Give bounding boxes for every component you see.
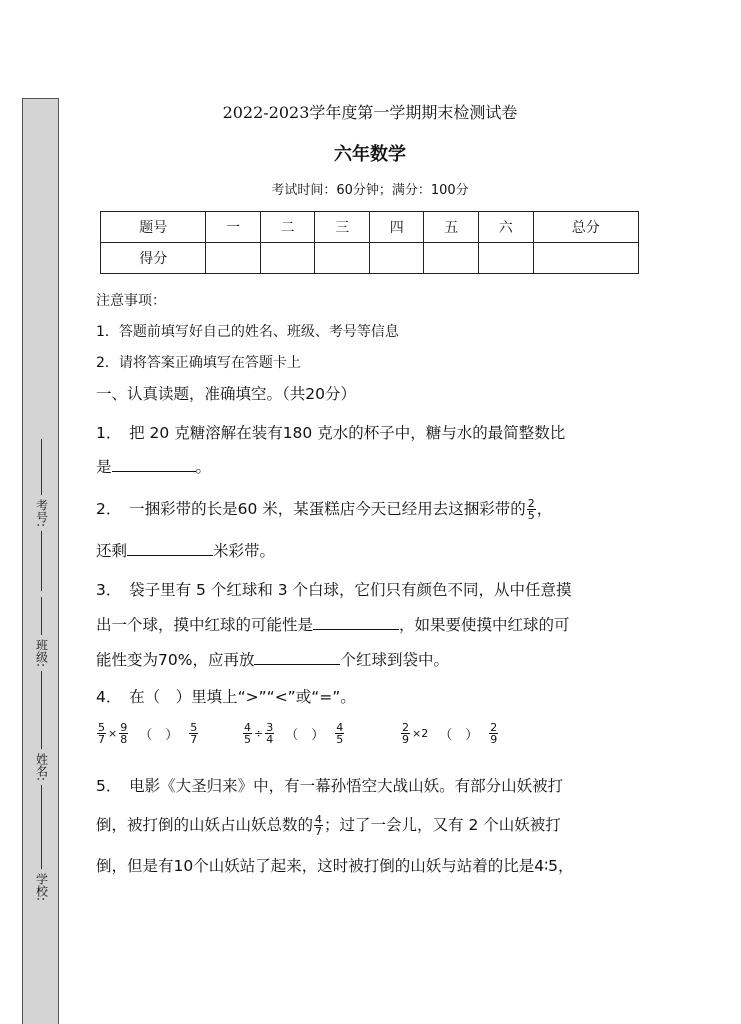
answer-blank[interactable] xyxy=(254,646,340,665)
section-heading: 一、认真读题，准确填空。（共20分） xyxy=(96,385,356,403)
question-3-line xyxy=(96,609,656,641)
sidebar-field-school xyxy=(23,859,60,905)
score-table xyxy=(100,211,639,274)
sidebar-line xyxy=(41,671,42,737)
answer-paren[interactable]: （ ） xyxy=(439,728,479,743)
sidebar-field-exam-number xyxy=(23,439,60,591)
question-text: ， xyxy=(536,500,553,518)
question-5-line: 倒，但是有10个山妖站了起来，这时被打倒的山妖与站着的比是4∶5， xyxy=(96,857,574,875)
sidebar-field-class xyxy=(23,597,60,737)
sidebar-line xyxy=(41,439,42,495)
exam-subtitle: 六年数学 xyxy=(334,144,406,165)
question-2-line xyxy=(96,493,656,525)
notice-heading: 注意事项： xyxy=(96,293,166,309)
fraction xyxy=(335,722,344,745)
fraction xyxy=(401,722,410,745)
answer-blank[interactable] xyxy=(127,537,213,556)
question-text: 2． 一捆彩带的长是60 米，某蛋糕店今天已经用去这捆彩带的 xyxy=(96,500,526,518)
question-5-line xyxy=(96,809,656,841)
sidebar-line xyxy=(41,735,42,749)
fraction-denominator: 9 xyxy=(402,733,409,746)
question-text: 出一个球，摸中红球的可能性是 xyxy=(96,616,314,634)
question-3-line xyxy=(96,644,656,676)
fraction xyxy=(265,722,274,745)
score-cell: 总分 xyxy=(533,212,639,243)
score-input-cell[interactable] xyxy=(533,243,639,274)
question-text: 还剩 xyxy=(96,542,128,560)
fraction-denominator: 9 xyxy=(490,733,498,746)
sidebar-label-class: 班级: xyxy=(34,639,49,668)
fraction-denominator: 7 xyxy=(315,825,323,838)
exam-title: 2022-2023学年度第一学期期末检测试卷 xyxy=(222,103,518,122)
score-cell: 六 xyxy=(478,212,533,243)
question-text: 米彩带。 xyxy=(213,542,276,560)
score-input-cell[interactable] xyxy=(260,243,315,274)
answer-paren[interactable]: （ ） xyxy=(285,728,325,743)
comparison-item xyxy=(96,722,199,745)
fraction xyxy=(489,722,498,745)
question-text: ，如果要使摸中红球的可 xyxy=(399,616,570,634)
operator: × xyxy=(108,727,118,740)
fraction-numerator: 4 xyxy=(315,813,323,826)
fraction-numerator: 3 xyxy=(266,721,274,734)
score-cell: 题号 xyxy=(101,212,206,243)
fraction xyxy=(189,722,198,745)
score-cell: 二 xyxy=(260,212,315,243)
comparison-item xyxy=(400,722,499,745)
exam-time-info: 考试时间：60分钟；满分：100分 xyxy=(271,183,469,198)
sidebar-label-school: 学校: xyxy=(34,873,49,902)
fraction xyxy=(97,722,106,745)
fraction-denominator: 7 xyxy=(190,733,198,746)
score-cell: 三 xyxy=(315,212,370,243)
score-input-cell[interactable] xyxy=(478,243,533,274)
question-text: ；过了一会儿，又有 2 个山妖被打 xyxy=(324,816,561,834)
fraction-numerator: 5 xyxy=(190,721,198,734)
question-text: 是 xyxy=(96,458,112,476)
score-input-cell[interactable] xyxy=(369,243,424,274)
score-table-score-row xyxy=(101,243,639,274)
comparison-item xyxy=(242,722,345,745)
fraction-denominator: 5 xyxy=(244,733,251,746)
score-input-cell[interactable] xyxy=(315,243,370,274)
sidebar-line xyxy=(41,531,42,591)
question-2-line xyxy=(96,535,656,567)
fraction-denominator: 5 xyxy=(527,509,535,522)
sidebar-label-exam-number: 考号: xyxy=(34,499,49,528)
fraction-denominator: 7 xyxy=(98,733,105,746)
score-cell: 得分 xyxy=(101,243,206,274)
score-input-cell[interactable] xyxy=(206,243,261,274)
notice-item: 2．请将答案正确填写在答题卡上 xyxy=(96,355,301,371)
question-4-line: 4． 在（ ）里填上“>”“<”或“=”。 xyxy=(96,688,356,706)
fraction-denominator: 4 xyxy=(266,733,274,746)
sidebar-line xyxy=(41,859,42,869)
score-input-cell[interactable] xyxy=(424,243,479,274)
question-1-line xyxy=(96,451,656,483)
operator: ÷ xyxy=(254,727,264,740)
binding-sidebar xyxy=(22,98,59,1024)
answer-paren[interactable]: （ ） xyxy=(139,728,179,743)
question-5-line: 5． 电影《大圣归来》中，有一幕孙悟空大战山妖。有部分山妖被打 xyxy=(96,777,564,795)
operator: ×2 xyxy=(412,727,429,740)
answer-blank[interactable] xyxy=(313,611,399,630)
sidebar-line xyxy=(41,785,42,869)
sidebar-line xyxy=(41,597,42,635)
score-cell: 四 xyxy=(369,212,424,243)
fraction xyxy=(119,722,128,745)
score-cell: 五 xyxy=(424,212,479,243)
fraction xyxy=(527,498,536,521)
question-text: 。 xyxy=(195,458,212,476)
fraction xyxy=(243,722,252,745)
score-table-header-row xyxy=(101,212,639,243)
question-text: 倒，被打倒的山妖占山妖总数的 xyxy=(96,816,314,834)
fraction-denominator: 5 xyxy=(336,733,344,746)
question-text: 能性变为70%，应再放 xyxy=(96,651,255,669)
fraction-numerator: 5 xyxy=(98,721,105,734)
fraction-numerator: 9 xyxy=(120,721,128,734)
sidebar-label-name: 姓名: xyxy=(34,753,49,782)
question-1-line: 1． 把 20 克糖溶解在装有180 克水的杯子中，糖与水的最简整数比 xyxy=(96,424,566,442)
fraction-numerator: 2 xyxy=(402,721,409,734)
fraction-numerator: 2 xyxy=(490,721,498,734)
score-cell: 一 xyxy=(206,212,261,243)
sidebar-field-name xyxy=(23,735,60,869)
question-text: 个红球到袋中。 xyxy=(340,651,449,669)
question-3-line: 3． 袋子里有 5 个红球和 3 个白球，它们只有颜色不同，从中任意摸 xyxy=(96,581,572,599)
fraction xyxy=(314,814,323,837)
fraction-numerator: 4 xyxy=(244,721,251,734)
answer-blank[interactable] xyxy=(112,453,196,472)
fraction-numerator: 2 xyxy=(527,497,535,510)
notice-item: 1．答题前填写好自己的姓名、班级、考号等信息 xyxy=(96,324,399,340)
fraction-denominator: 8 xyxy=(120,733,128,746)
fraction-numerator: 4 xyxy=(336,721,344,734)
